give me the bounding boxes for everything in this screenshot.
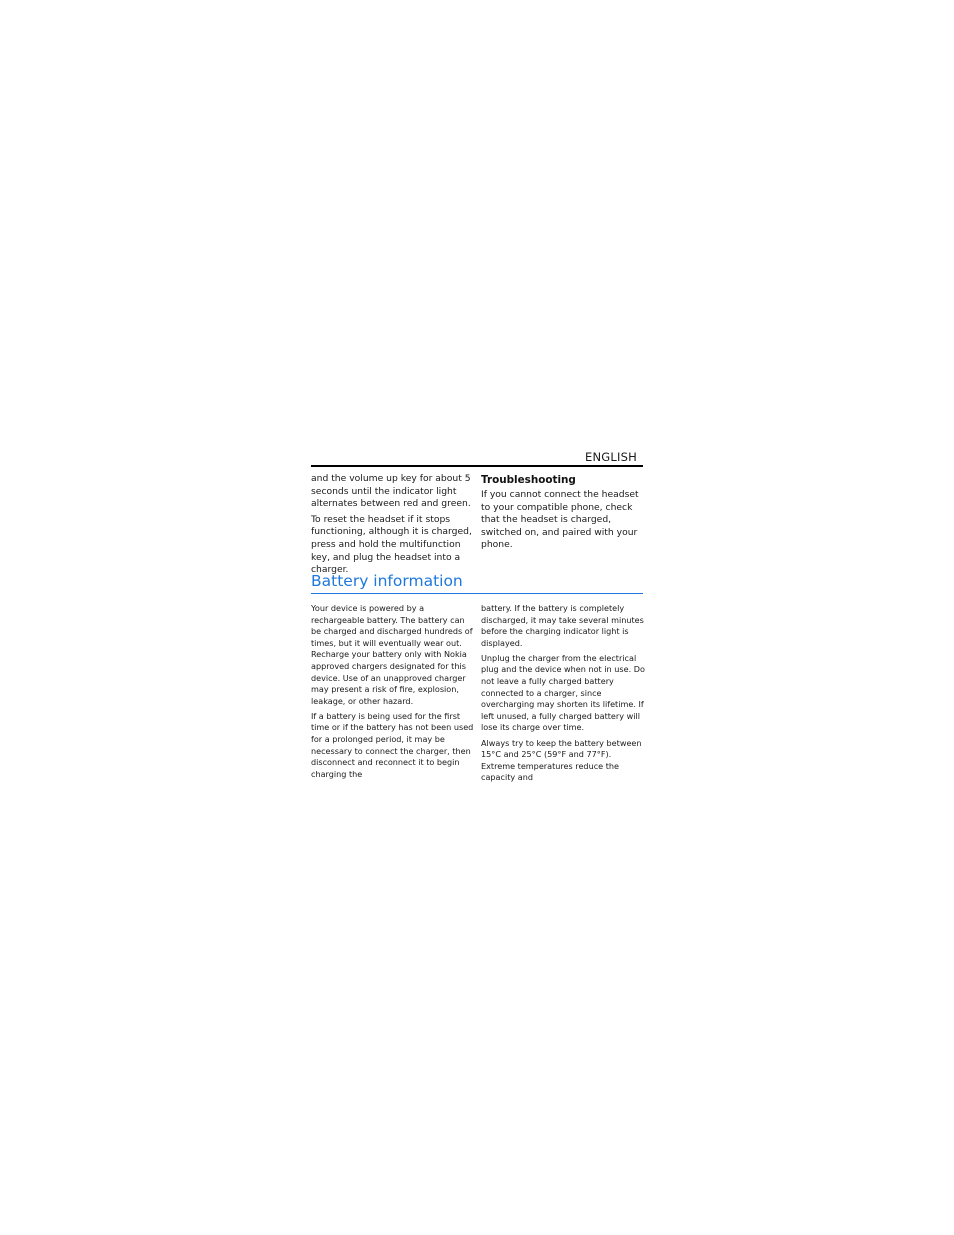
body-paragraph: If you cannot connect the headset to your compatible phone, check that the headset is charged, switched on, and paired with your phone. <box>481 489 639 551</box>
body-paragraph: and the volume up key for about 5 seconds until the indicator light alternates between red and green. <box>311 473 471 510</box>
battery-right-column <box>481 603 645 784</box>
section-title: Battery information <box>311 572 463 590</box>
body-paragraph: Unplug the charger from the electrical plug and the device when not in use. Do not leave a fully charged battery connected to a charger, since overcharging may shorten its lifetime. If left unused, a fully charged battery will lose its charge over time. <box>481 652 645 733</box>
body-paragraph: To reset the headset if it stops functioning, although it is charged, press and hold the multifunction key, and plug the headset into a charger. <box>311 513 472 576</box>
top-right-column <box>481 473 643 552</box>
header-rule <box>311 465 643 467</box>
troubleshooting-heading: Troubleshooting <box>481 474 576 486</box>
body-paragraph: Always try to keep the battery between 15°C and 25°C (59°F and 77°F). Extreme temperatures reduce the capacity and <box>481 737 642 783</box>
section-title-rule <box>311 593 643 594</box>
battery-left-column <box>311 603 476 780</box>
body-paragraph: Your device is powered by a rechargeable battery. The battery can be charged and discharged hundreds of times, but it will eventually wear out. Recharge your battery only with Nokia approved chargers designated for this device. Use of an unapproved charger may present a risk of fire, explosion, leakage, or other hazard. <box>311 603 473 706</box>
body-paragraph: If a battery is being used for the first time or if the battery has not been used for a prolonged period, it may be necessary to connect the charger, then disconnect and reconnect it to begin charging the <box>311 710 474 779</box>
top-left-column <box>311 473 473 577</box>
page-header-language: ENGLISH <box>585 450 637 464</box>
body-paragraph: battery. If the battery is completely discharged, it may take several minutes before the charging indicator light is displayed. <box>481 603 644 648</box>
